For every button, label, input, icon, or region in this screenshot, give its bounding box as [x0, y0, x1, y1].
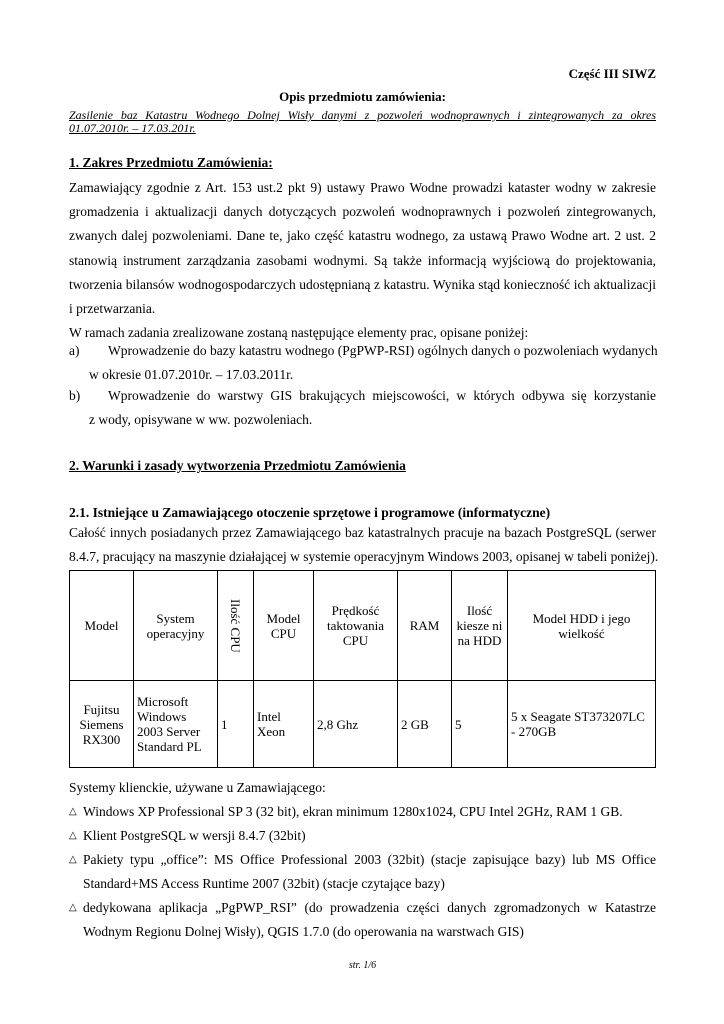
section1-paragraph: [69, 176, 656, 345]
header-cell: System operacyjny: [134, 571, 218, 681]
item-label: a): [69, 343, 80, 358]
bullet-item: [69, 848, 656, 896]
list-item: [69, 339, 656, 387]
bullet-line: dedykowana aplikacja „PgPWP_RSI” (do prowadzenia części danych zgromadzonych w Katastrze: [83, 900, 656, 915]
intro-line: W ramach zadania zrealizowane zostaną następujące elementy prac, opisane poniżej:: [69, 325, 529, 341]
bullet-line: Klient PostgreSQL w wersji 8.4.7 (32bit): [83, 828, 306, 843]
bullet-line: Windows XP Professional SP 3 (32 bit), ekran minimum 1280x1024, CPU Intel 2GHz, RAM 1 GB.: [83, 804, 623, 819]
clients-intro: [69, 776, 656, 800]
hardware-table: [69, 570, 656, 768]
subtitle-line: 01.07.2010r. – 17.03.201r.: [69, 121, 196, 135]
header-cell-vertical-text: Ilość CPU: [228, 598, 243, 653]
triangle-bullet-icon: △: [69, 902, 77, 913]
bullet-line: Wodnym Regionu Dolnej Wisły), QGIS 1.7.0 (do operowania na warstwach GIS): [83, 924, 524, 940]
header-cell: Ilość kiesze ni na HDD: [452, 571, 508, 681]
table-cell: Microsoft Windows 2003 Server Standard PL: [134, 681, 218, 768]
paragraph-line: tworzenia bilansów wodnogospodarczych udostępnianą z katastru. Wynika stąd konieczność ich aktualizacji: [69, 276, 656, 292]
table-row: [70, 681, 656, 768]
section1-heading: 1. Zakres Przedmiotu Zamówienia:: [69, 155, 273, 170]
table-cell: Intel Xeon: [254, 681, 314, 768]
section2-heading: 2. Warunki i zasady wytworzenia Przedmiotu Zamówienia: [69, 458, 406, 473]
header-cell: [218, 571, 254, 681]
triangle-bullet-icon: △: [69, 854, 77, 865]
paragraph-line: Systemy klienckie, używane u Zamawiającego:: [69, 780, 326, 795]
section2-1-heading: 2.1. Istniejące u Zamawiającego otoczenie sprzętowe i programowe (informatyczne): [69, 505, 551, 520]
header-cell: Model HDD i jego wielkość: [508, 571, 656, 681]
table-cell: 2 GB: [398, 681, 452, 768]
item-line: Wprowadzenie do bazy katastru wodnego (PgPWP-RSI) ogólnych danych o pozwoleniach wydanych: [108, 343, 658, 358]
header-cell: RAM: [398, 571, 452, 681]
bullet-item: [69, 824, 656, 848]
triangle-bullet-icon: △: [69, 830, 77, 841]
page-number: str. 1/6: [348, 960, 377, 971]
item-line: z wody, opisywane w ww. pozwoleniach.: [89, 412, 313, 428]
paragraph-line: i przetwarzania.: [69, 301, 156, 317]
header-cell: Model CPU: [254, 571, 314, 681]
paragraph-line: Zamawiający zgodnie z Art. 153 ust.2 pkt 9) ustawy Prawo Wodne prowadzi kataster wodny w zakresie: [69, 180, 656, 195]
part-label: Część III SIWZ: [568, 66, 656, 81]
paragraph-line: 8.4.7, pracujący na maszynie działającej w systemie operacyjnym Windows 2003, opisanej w tabeli poniżej).: [69, 549, 659, 565]
table-header-row: [70, 571, 656, 681]
bullet-item: [69, 800, 656, 824]
bullet-line: Pakiety typu „office”: MS Office Professional 2003 (32bit) (stacje zapisujące bazy) lub MS Office: [83, 852, 656, 867]
list-item: [69, 384, 656, 432]
table-cell: 5: [452, 681, 508, 768]
table-cell: Fujitsu Siemens RX300: [70, 681, 134, 768]
paragraph-line: zwanych dalej pozwoleniami. Dane te, jako część katastru wodnego, za ustawą Prawo Wodne art. 2 ust. 2: [69, 228, 656, 244]
paragraph-line: Całość innych posiadanych przez Zamawiającego baz katastralnych pracuje na bazach PostgreSQL (serwer: [69, 525, 656, 540]
item-label: b): [69, 388, 81, 403]
table-cell: 5 x Seagate ST373207LC - 270GB: [508, 681, 656, 768]
triangle-bullet-icon: △: [69, 806, 77, 817]
table-cell: 2,8 Ghz: [314, 681, 398, 768]
page-title: Opis przedmiotu zamówienia:: [279, 89, 446, 104]
item-line: w okresie 01.07.2010r. – 17.03.2011r.: [89, 367, 294, 383]
header-cell: Prędkość taktowania CPU: [314, 571, 398, 681]
bullet-line: Standard+MS Access Runtime 2007 (32bit) (stacje czytające bazy): [83, 876, 445, 892]
table-cell: 1: [218, 681, 254, 768]
item-line: Wprowadzenie do warstwy GIS brakujących miejscowości, w których odbywa się korzystanie: [108, 388, 656, 403]
paragraph-line: gromadzenia i aktualizacji danych dotyczących pozwoleń wodnoprawnych i pozwoleń zintegrowanych,: [69, 204, 656, 220]
header-cell: Model: [70, 571, 134, 681]
subtitle: [69, 109, 656, 135]
section2-paragraph: [69, 521, 659, 569]
subtitle-line: Zasilenie baz Katastru Wodnego Dolnej Wisły danymi z pozwoleń wodnoprawnych i zintegrowanych za okres: [69, 108, 656, 122]
bullet-item: [69, 896, 656, 944]
paragraph-line: stanowią instrument zarządzania zasobami wodnymi. Są także informacją wyjściową do projektowania,: [69, 252, 656, 268]
